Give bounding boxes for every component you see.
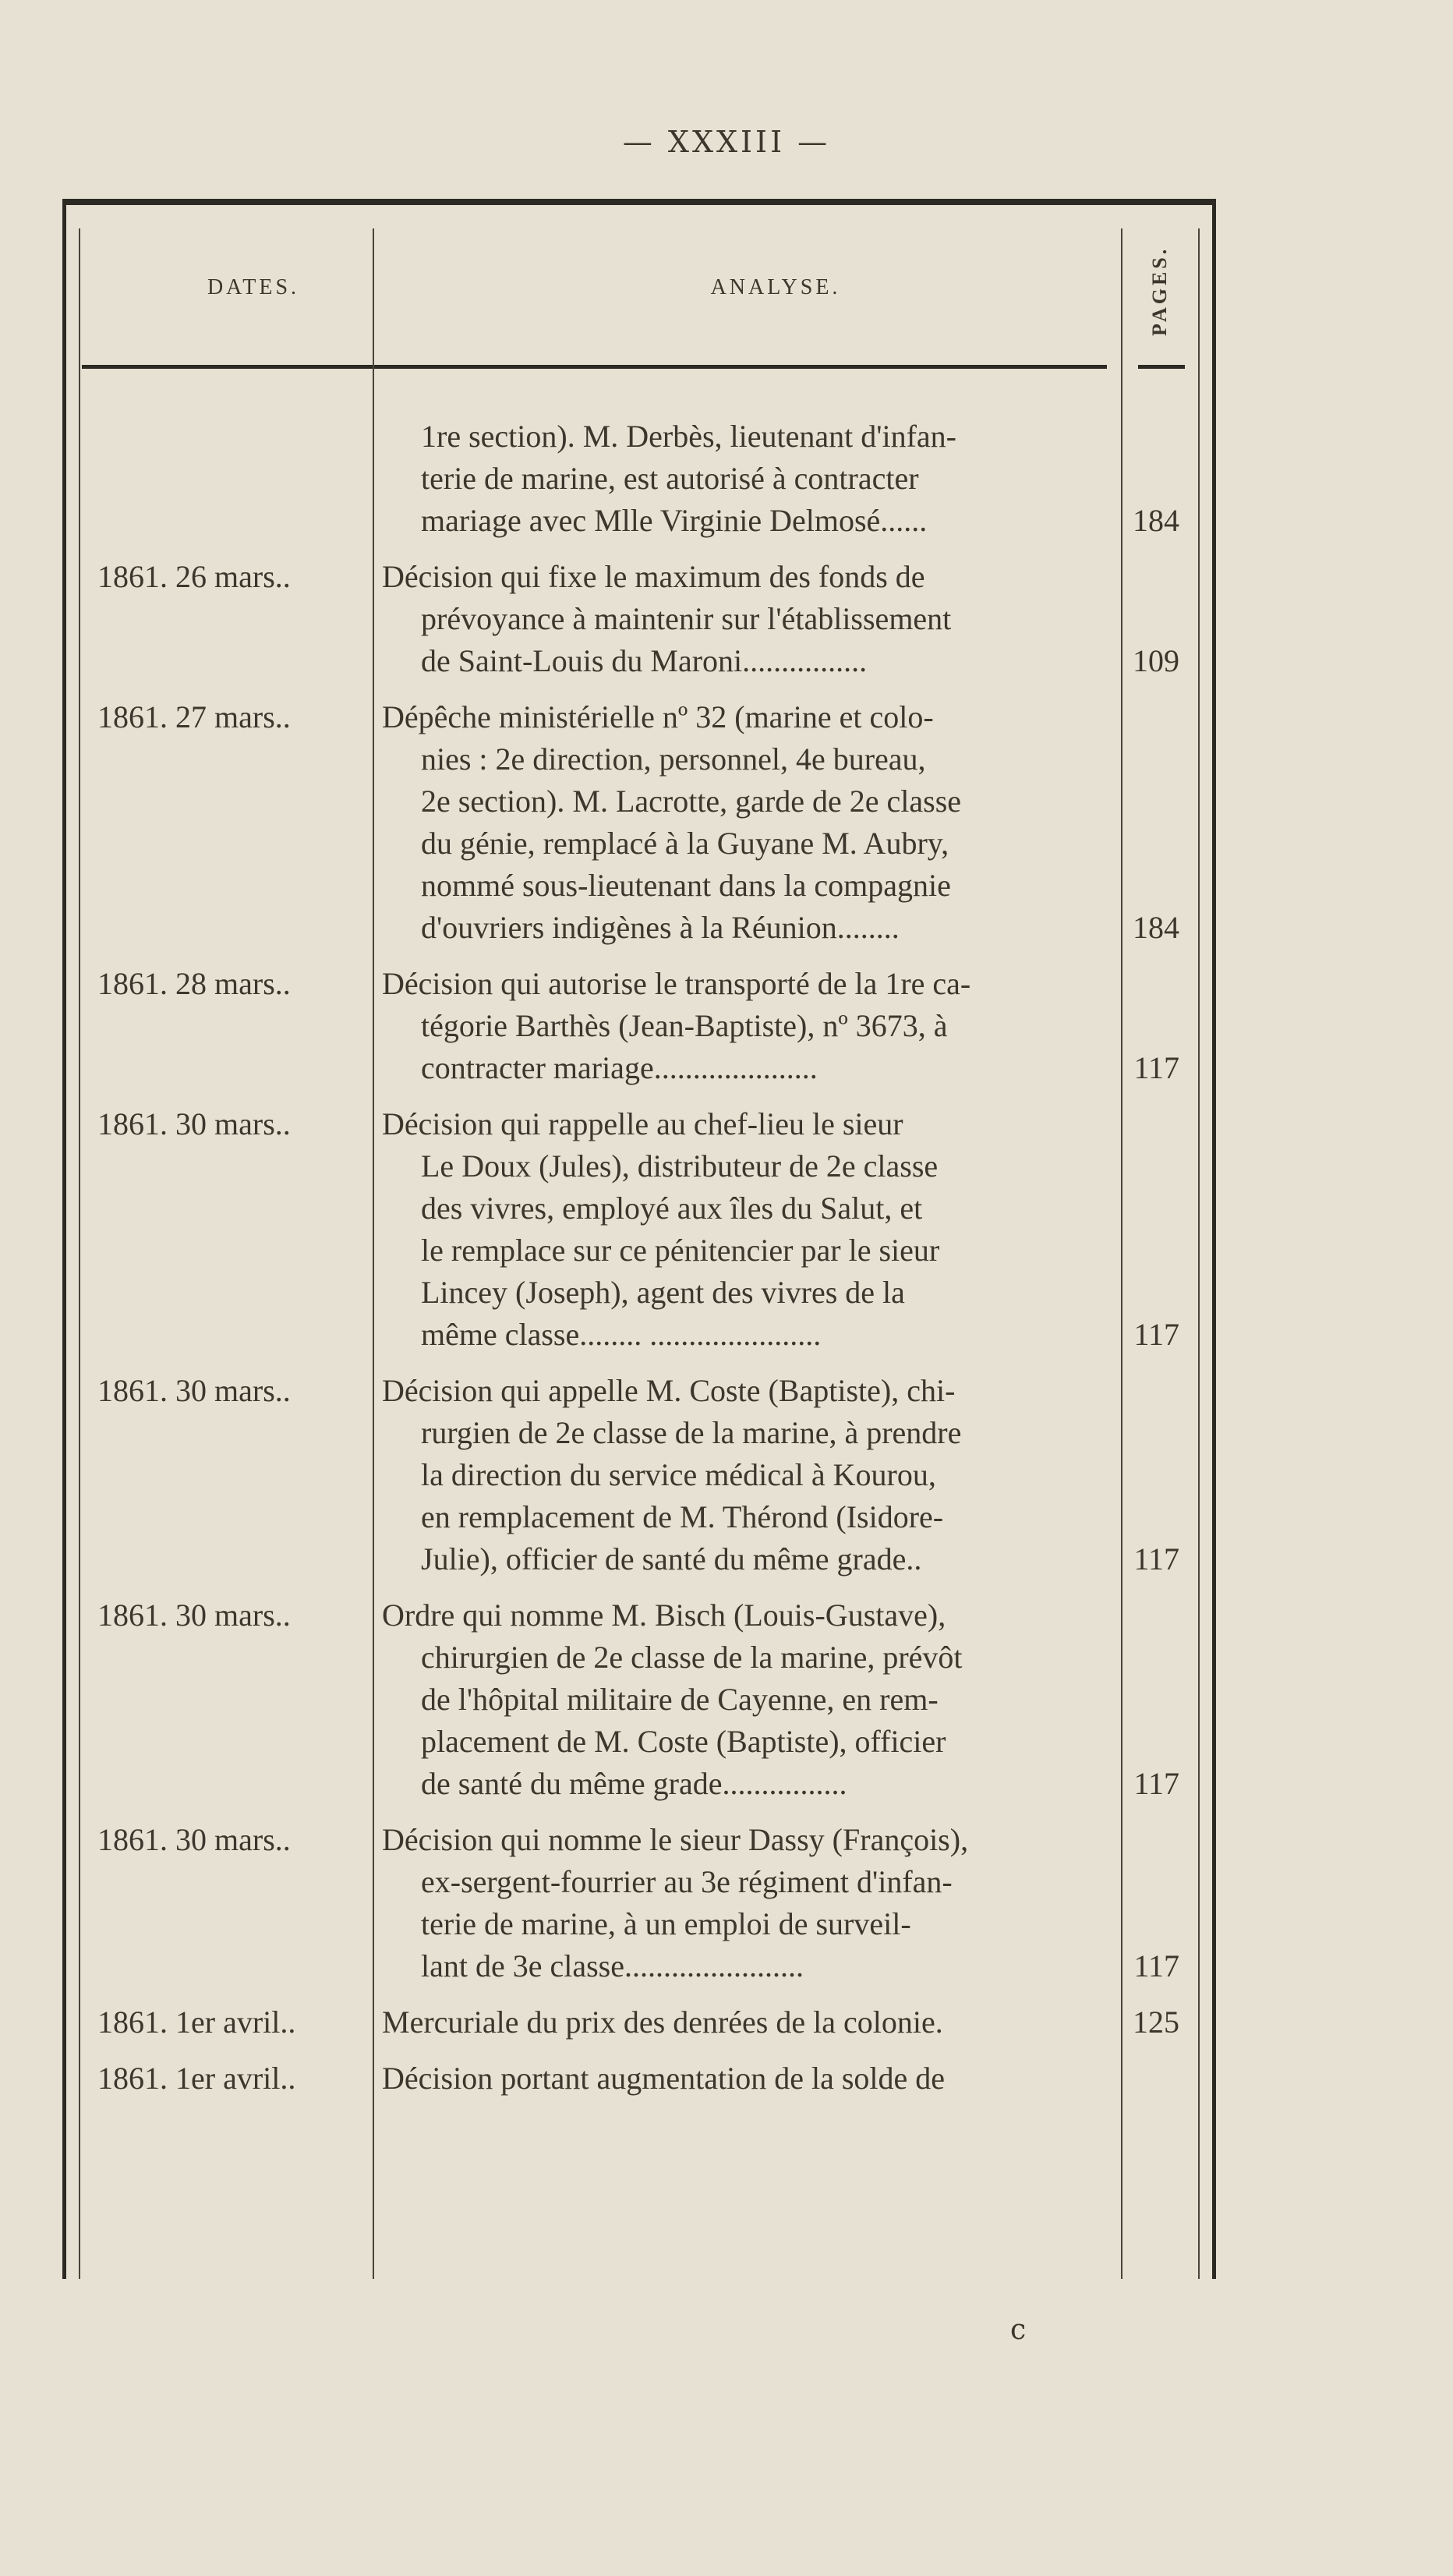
- row-date: 1861. 28 mars..: [97, 966, 291, 1001]
- analysis-line: en remplacement de M. Thérond (Isidore-: [421, 1499, 944, 1534]
- analysis-line: prévoyance à maintenir sur l'établissement: [421, 601, 952, 636]
- analysis-line: de santé du même grade................: [421, 1766, 847, 1801]
- analysis-line: mariage avec Mlle Virginie Delmosé......: [421, 503, 928, 538]
- row-analysis: [382, 963, 1103, 1089]
- table-row: [66, 556, 1204, 682]
- analysis-line: Mercuriale du prix des denrées de la colonie.: [382, 2005, 943, 2040]
- header-dates: DATES.: [207, 275, 300, 299]
- row-page: 117: [1133, 1541, 1179, 1576]
- table-row: [66, 1819, 1204, 1987]
- analysis-line: contracter mariage.....................: [421, 1050, 818, 1085]
- row-page: 125: [1133, 2005, 1179, 2040]
- header-pages: PAGES.: [1148, 246, 1171, 336]
- row-page: 184: [1133, 503, 1179, 538]
- row-page: 109: [1133, 643, 1179, 678]
- analysis-line: même classe........ ......................: [421, 1317, 822, 1352]
- analysis-line: tégorie Barthès (Jean-Baptiste), nº 3673, à: [421, 1008, 948, 1043]
- table-header: [66, 205, 1212, 373]
- analysis-line: 1re section). M. Derbès, lieutenant d'infan-: [421, 419, 956, 454]
- row-page: 117: [1133, 1317, 1179, 1352]
- analysis-line: Décision qui rappelle au chef-lieu le sieur: [382, 1106, 903, 1141]
- index-table: [62, 199, 1216, 2279]
- header-analyse: ANALYSE.: [710, 275, 841, 299]
- row-analysis: [382, 416, 1103, 542]
- table-row: [66, 963, 1204, 1089]
- row-analysis: [382, 2058, 1103, 2100]
- table-row: [66, 696, 1204, 949]
- analysis-line: chirurgien de 2e classe de la marine, prévôt: [421, 1640, 963, 1675]
- analysis-line: Décision qui autorise le transporté de la 1re ca-: [382, 966, 971, 1001]
- row-analysis: [382, 1594, 1103, 1805]
- analysis-line: 2e section). M. Lacrotte, garde de 2e classe: [421, 784, 962, 819]
- row-date: 1861. 30 mars..: [97, 1373, 291, 1408]
- analysis-line: placement de M. Coste (Baptiste), officier: [421, 1724, 946, 1759]
- row-date: 1861. 30 mars..: [97, 1598, 291, 1633]
- analysis-line: Ordre qui nomme M. Bisch (Louis-Gustave),: [382, 1598, 946, 1633]
- analysis-line: terie de marine, est autorisé à contracter: [421, 461, 919, 496]
- row-analysis: [382, 1103, 1103, 1356]
- analysis-line: Le Doux (Jules), distributeur de 2e classe: [421, 1148, 939, 1184]
- table-row: [66, 2058, 1204, 2100]
- page-number: — XXXIII —: [622, 125, 831, 159]
- analysis-line: Décision qui appelle M. Coste (Baptiste), chi-: [382, 1373, 956, 1408]
- analysis-line: nommé sous-lieutenant dans la compagnie: [421, 868, 951, 903]
- analysis-line: de l'hôpital militaire de Cayenne, en rem-: [421, 1682, 939, 1717]
- analysis-line: rurgien de 2e classe de la marine, à prendre: [421, 1415, 962, 1450]
- row-date: 1861. 30 mars..: [97, 1106, 291, 1141]
- table-body: [66, 416, 1204, 2114]
- analysis-line: Dépêche ministérielle nº 32 (marine et colo-: [382, 699, 934, 734]
- analysis-line: terie de marine, à un emploi de surveil-: [421, 1906, 911, 1941]
- row-analysis: [382, 1370, 1103, 1580]
- analysis-line: ex-sergent-fourrier au 3e régiment d'infan-: [421, 1864, 953, 1899]
- row-page: 117: [1133, 1948, 1179, 1983]
- row-analysis: [382, 2001, 1103, 2043]
- signature-mark: c: [1010, 2314, 1027, 2346]
- row-page: 117: [1133, 1766, 1179, 1801]
- analysis-line: de Saint-Louis du Maroni................: [421, 643, 868, 678]
- row-date: 1861. 26 mars..: [97, 559, 291, 594]
- analysis-line: d'ouvriers indigènes à la Réunion........: [421, 910, 900, 945]
- table-row: [66, 1594, 1204, 1805]
- row-date: 1861. 30 mars..: [97, 1822, 291, 1857]
- row-date: 1861. 1er avril..: [97, 2061, 296, 2096]
- row-analysis: [382, 556, 1103, 682]
- analysis-line: du génie, remplacé à la Guyane M. Aubry,: [421, 826, 949, 861]
- analysis-line: des vivres, employé aux îles du Salut, et: [421, 1191, 923, 1226]
- table-row: [66, 1103, 1204, 1356]
- row-date: 1861. 27 mars..: [97, 699, 291, 734]
- analysis-line: Julie), officier de santé du même grade..: [421, 1541, 922, 1576]
- analysis-line: le remplace sur ce pénitencier par le sieur: [421, 1233, 940, 1268]
- analysis-line: lant de 3e classe.......................: [421, 1948, 804, 1983]
- row-analysis: [382, 696, 1103, 949]
- table-row: [66, 1370, 1204, 1580]
- row-page: 117: [1133, 1050, 1179, 1085]
- row-date: 1861. 1er avril..: [97, 2005, 296, 2040]
- analysis-line: Lincey (Joseph), agent des vivres de la: [421, 1275, 905, 1310]
- analysis-line: Décision portant augmentation de la solde de: [382, 2061, 946, 2096]
- table-row: [66, 2001, 1204, 2043]
- analysis-line: la direction du service médical à Kourou,: [421, 1457, 936, 1492]
- analysis-line: Décision qui nomme le sieur Dassy (François),: [382, 1822, 969, 1857]
- row-page: 184: [1133, 910, 1179, 945]
- row-analysis: [382, 1819, 1103, 1987]
- analysis-line: Décision qui fixe le maximum des fonds de: [382, 559, 925, 594]
- analysis-line: nies : 2e direction, personnel, 4e bureau,: [421, 741, 926, 777]
- table-row: [66, 416, 1204, 542]
